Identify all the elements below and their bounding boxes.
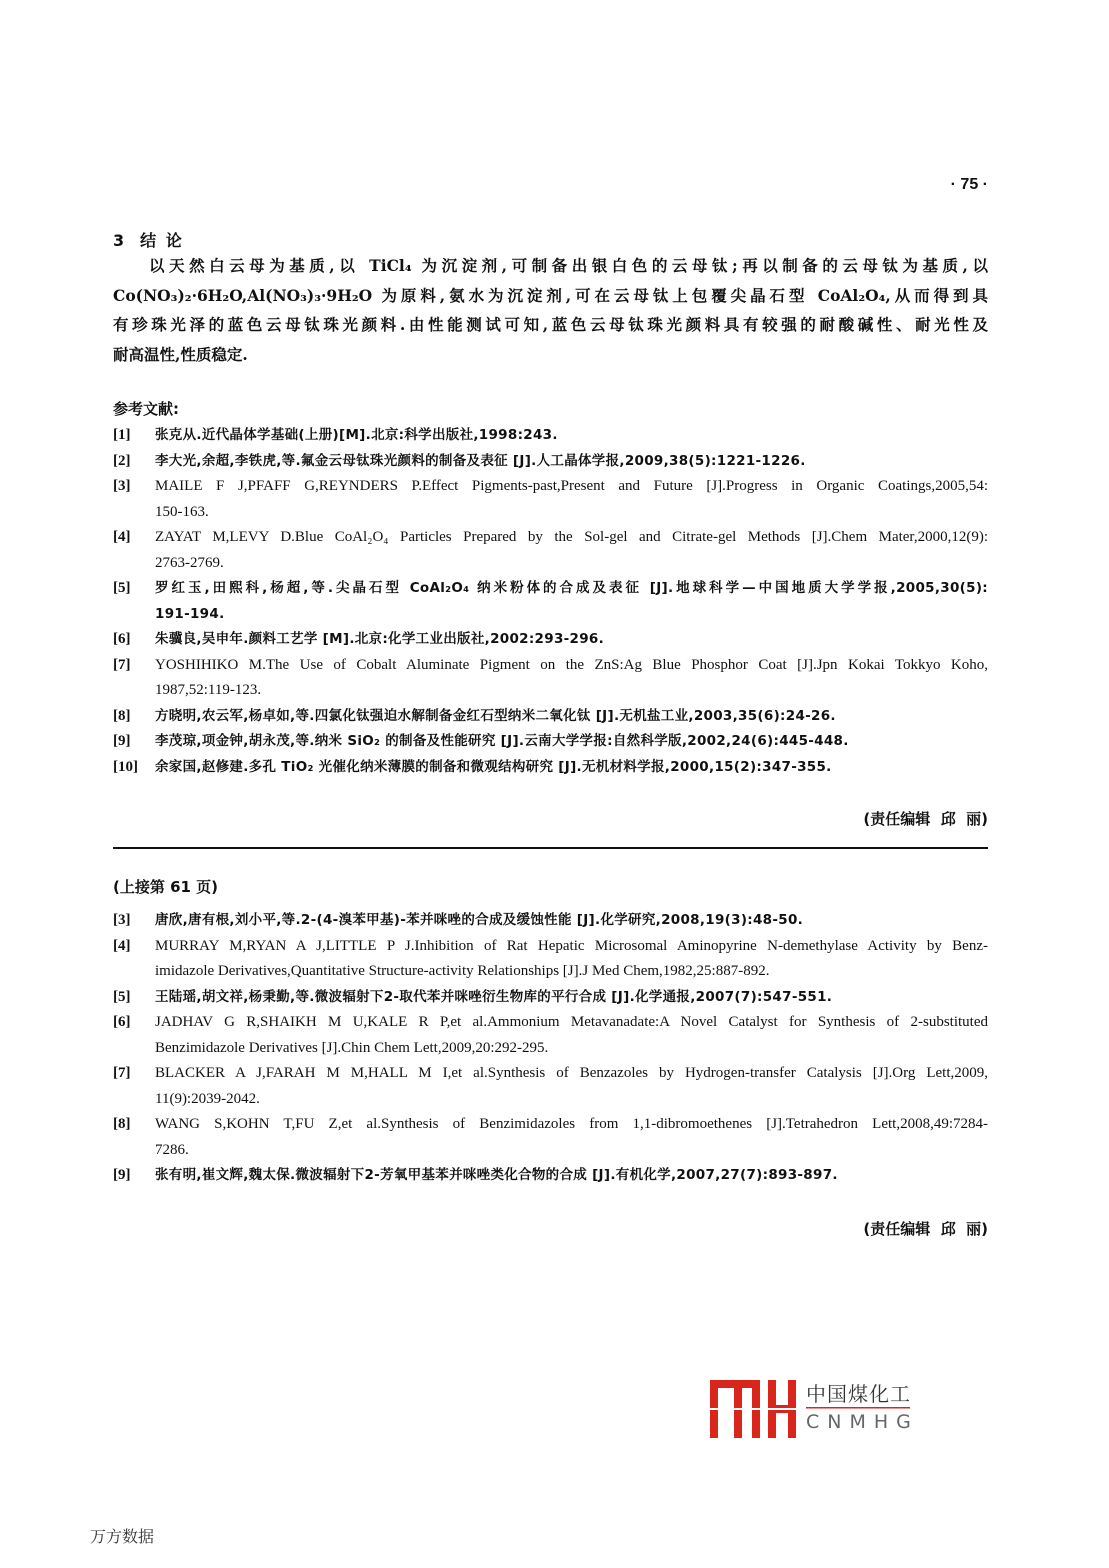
reference-text: Benzimidazole Derivatives [J].Chin Chem Lett,2009,20:292-295.: [155, 1039, 549, 1056]
reference-list-continued: [113, 908, 988, 1189]
reference-text: MAILE F J,PFAFF G,REYNDERS P.Effect Pigments-past,Present and Future [J].Progress in Organic Coatings,2005,54:: [155, 478, 988, 494]
reference-number: [8]: [113, 707, 131, 724]
reference-number: [6]: [113, 1014, 131, 1030]
reference-item: [113, 627, 988, 653]
reference-number: [4]: [113, 937, 131, 954]
reference-text: 余家国,赵修建.多孔 TiO₂ 光催化纳米薄膜的制备和微观结构研究 [J].无机材料学报,2000,15(2):347-355.: [155, 758, 832, 775]
conclusion-paragraph: [113, 251, 988, 369]
reference-item: [113, 474, 988, 525]
reference-item: [113, 423, 988, 449]
reference-text: imidazole Derivatives,Quantitative Structure-activity Relationships [J].J Med Chem,1982,25:887-892.: [155, 963, 770, 979]
section-heading: [113, 228, 198, 251]
cnmhg-logo: [708, 1378, 918, 1440]
editor-note-2: (责任编辑 邱 丽): [863, 1220, 988, 1238]
reference-item: [113, 934, 988, 985]
reference-item: [113, 653, 988, 704]
reference-item: [113, 704, 988, 730]
paragraph-line: Co(NO₃)₂·6H₂O,Al(NO₃)₃·9H₂O 为原料,氨水为沉淀剂,可在云母钛上包覆尖晶石型 CoAl₂O₄,从而得到具: [113, 285, 988, 305]
reference-item: [113, 1112, 988, 1163]
reference-text: 2763-2769.: [155, 554, 224, 571]
reference-number: [3]: [113, 478, 131, 494]
reference-text: 唐欣,唐有根,刘小平,等.2-(4-溴苯甲基)-苯并咪唑的合成及缓蚀性能 [J].化学研究,2008,19(3):48-50.: [155, 912, 804, 928]
reference-item: [113, 1163, 988, 1189]
reference-list: [113, 423, 988, 780]
reference-text: 王陆瑶,胡文祥,杨秉勤,等.微波辐射下2-取代苯并咪唑衍生物库的平行合成 [J].化学通报,2007(7):547-551.: [155, 988, 833, 1005]
reference-number: [5]: [113, 580, 131, 596]
reference-number: [4]: [113, 529, 131, 545]
reference-text: 张克从.近代晶体学基础(上册)[M].北京:科学出版社,1998:243.: [155, 427, 558, 443]
continued-from-note: (上接第 61 页): [113, 878, 219, 896]
reference-item: [113, 985, 988, 1011]
reference-text: 1987,52:119-123.: [155, 682, 262, 698]
paragraph-line: 有珍珠光泽的蓝色云母钛珠光颜料.由性能测试可知,蓝色云母钛珠光颜料具有较强的耐酸碱性、耐光性及: [113, 315, 988, 334]
reference-number: [3]: [113, 912, 131, 928]
footer-watermark: 万方数据: [90, 1527, 155, 1546]
reference-item: [113, 908, 988, 934]
reference-item: [113, 729, 988, 755]
reference-item: [113, 449, 988, 475]
paragraph-line: 以天然白云母为基质,以 TiCl₄ 为沉淀剂,可制备出银白色的云母钛;再以制备的云母钛为基质,以: [149, 256, 988, 275]
references-heading: 参考文献:: [113, 400, 179, 418]
reference-text: 罗红玉,田熙科,杨超,等.尖晶石型 CoAl₂O₄ 纳米粉体的合成及表征 [J].地球科学—中国地质大学学报,2005,30(5):: [155, 580, 988, 596]
editor-note: (责任编辑 邱 丽): [863, 810, 988, 828]
reference-item: [113, 576, 988, 627]
logo-text-en: CNMHG: [806, 1411, 919, 1433]
reference-text: 方晓明,农云军,杨卓如,等.四氯化钛强迫水解制备金红石型纳米二氧化钛 [J].无机盐工业,2003,35(6):24-26.: [155, 707, 836, 724]
reference-number: [7]: [113, 1065, 131, 1081]
reference-text: ZAYAT M,LEVY D.Blue CoAl₂O₄ Particles Prepared by the Sol-gel and Citrate-gel Methods [J].Chem Mater,2000,12(9):: [155, 529, 988, 545]
logo-text-zh: 中国煤化工: [806, 1382, 911, 1406]
reference-text: 李大光,余超,李铁虎,等.氟金云母钛珠光颜料的制备及表征 [J].人工晶体学报,2009,38(5):1221-1226.: [155, 452, 806, 469]
reference-item: [113, 1010, 988, 1061]
reference-text: 朱骥良,吴申年.颜料工艺学 [M].北京:化学工业出版社,2002:293-296.: [155, 631, 605, 647]
reference-text: BLACKER A J,FARAH M M,HALL M I,et al.Synthesis of Benzazoles by Hydrogen-transfer Catalysis [J].Org Lett,2009,: [155, 1065, 988, 1081]
reference-number: [8]: [113, 1116, 131, 1132]
reference-number: [10]: [113, 758, 138, 775]
reference-item: [113, 755, 988, 781]
reference-number: [7]: [113, 656, 131, 673]
reference-number: [2]: [113, 452, 131, 469]
reference-text: 7286.: [155, 1141, 189, 1158]
page-number: · 75 ·: [950, 176, 988, 193]
section-number: 3: [113, 231, 127, 250]
reference-item: [113, 525, 988, 576]
reference-text: 191-194.: [155, 605, 225, 622]
divider: [113, 847, 988, 849]
reference-text: JADHAV G R,SHAIKH M U,KALE R P,et al.Ammonium Metavanadate:A Novel Catalyst for Synthesis of 2-substituted: [155, 1014, 988, 1030]
paragraph-line: 耐高温性,性质稳定.: [113, 344, 248, 364]
reference-text: 11(9):2039-2042.: [155, 1090, 260, 1107]
reference-item: [113, 1061, 988, 1112]
reference-number: [1]: [113, 427, 131, 443]
reference-text: MURRAY M,RYAN A J,LITTLE P J.Inhibition of Rat Hepatic Microsomal Aminopyrine N-demethylase Activity by Benz-: [155, 937, 988, 954]
reference-text: WANG S,KOHN T,FU Z,et al.Synthesis of Benzimidazoles from 1,1-dibromoethenes [J].Tetrahedron Lett,2008,49:7284-: [155, 1116, 988, 1132]
reference-number: [9]: [113, 733, 131, 749]
reference-text: 李茂琼,项金钟,胡永茂,等.纳米 SiO₂ 的制备及性能研究 [J].云南大学学报:自然科学版,2002,24(6):445-448.: [155, 733, 849, 749]
reference-number: [5]: [113, 988, 131, 1005]
section-title: 结 论: [140, 231, 184, 250]
reference-number: [6]: [113, 631, 131, 647]
reference-text: 150-163.: [155, 503, 209, 520]
reference-number: [9]: [113, 1167, 131, 1183]
reference-text: YOSHIHIKO M.The Use of Cobalt Aluminate Pigment on the ZnS:Ag Blue Phosphor Coat [J].Jpn Kokai Tokkyo Koho,: [155, 656, 988, 673]
reference-text: 张有明,崔文辉,魏太保.微波辐射下2-芳氧甲基苯并咪唑类化合物的合成 [J].有机化学,2007,27(7):893-897.: [155, 1167, 838, 1183]
